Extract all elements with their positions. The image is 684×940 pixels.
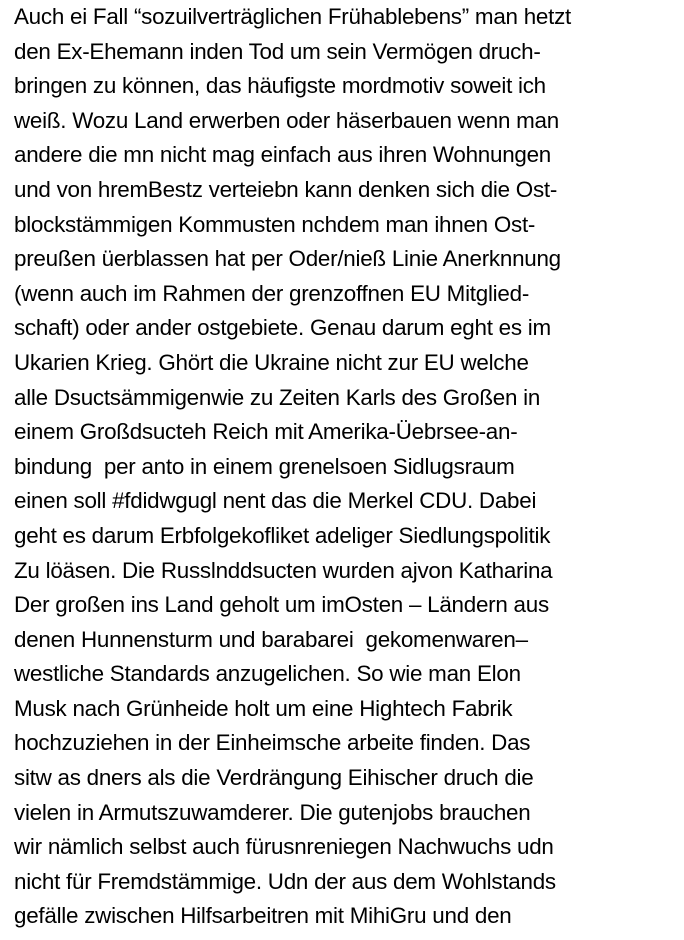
text-line-12: alle Dsuctsämmigenwie zu Zeiten Karls des Großen in [14, 384, 541, 410]
text-line-10: schaft) oder ander ostgebiete. Genau darum eght es im [14, 315, 551, 341]
text-line-6: und von hremBestz verteiebn kann denken sich die Ost- [14, 176, 558, 202]
text-line-15: einen soll #fdidwgugl nent das die Merkel CDU. Dabei [14, 488, 537, 514]
text-line-7: blockstämmigen Kommusten nchdem man ihnen Ost- [14, 211, 536, 237]
text-line-8: preußen üerblassen hat per Oder/nieß Linie Anerknnung [14, 246, 561, 272]
text-line-4: weiß. Wozu Land erwerben oder häserbauen wenn man [14, 107, 559, 133]
text-line-21: Musk nach Grünheide holt um eine Hightech Fabrik [14, 695, 513, 721]
text-line-19: denen Hunnensturm und barabarei gekomenwaren– [14, 626, 528, 652]
text-line-13: einem Großdsucteh Reich mit Amerika-Üebrsee-an- [14, 419, 518, 445]
text-line-16: geht es darum Erbfolgekofliket adeliger Siedlungspolitik [14, 522, 551, 548]
text-line-26: nicht für Fremdstämmige. Udn der aus dem Wohlstands [14, 868, 556, 894]
text-line-3: bringen zu können, das häufigste mordmotiv soweit ich [14, 73, 546, 99]
text-line-25: wir nämlich selbst auch fürusnreniegen Nachwuchs udn [14, 834, 554, 860]
text-line-5: andere die mn nicht mag einfach aus ihren Wohnungen [14, 142, 552, 168]
text-line-9: (wenn auch im Rahmen der grenzoffnen EU Mitglied- [14, 280, 530, 306]
document-page [14, 0, 682, 934]
text-line-14: bindung per anto in einem grenelsoen Sidlugsraum [14, 453, 515, 479]
text-line-1: Auch ei Fall “sozuilverträglichen Frühablebens” man hetzt [14, 4, 571, 29]
text-line-24: vielen in Armutszuwamderer. Die gutenjobs brauchen [14, 799, 531, 825]
text-line-17: Zu löäsen. Die Russlnddsucten wurden ajvon Katharina [14, 557, 553, 583]
text-line-22: hochzuziehen in der Einheimsche arbeite finden. Das [14, 730, 531, 756]
text-line-27: gefälle zwischen Hilfsarbeitren mit MihiGru und den [14, 903, 512, 929]
text-line-23: sitw as dners als die Verdrängung Eihischer druch die [14, 765, 534, 791]
text-line-11: Ukarien Krieg. Ghört die Ukraine nicht zur EU welche [14, 349, 529, 375]
text-line-18: Der großen ins Land geholt um imOsten – Ländern aus [14, 592, 549, 618]
text-line-2: den Ex-Ehemann inden Tod um sein Vermögen druch- [14, 38, 541, 64]
text-line-20: westliche Standards anzugelichen. So wie man Elon [14, 661, 521, 687]
